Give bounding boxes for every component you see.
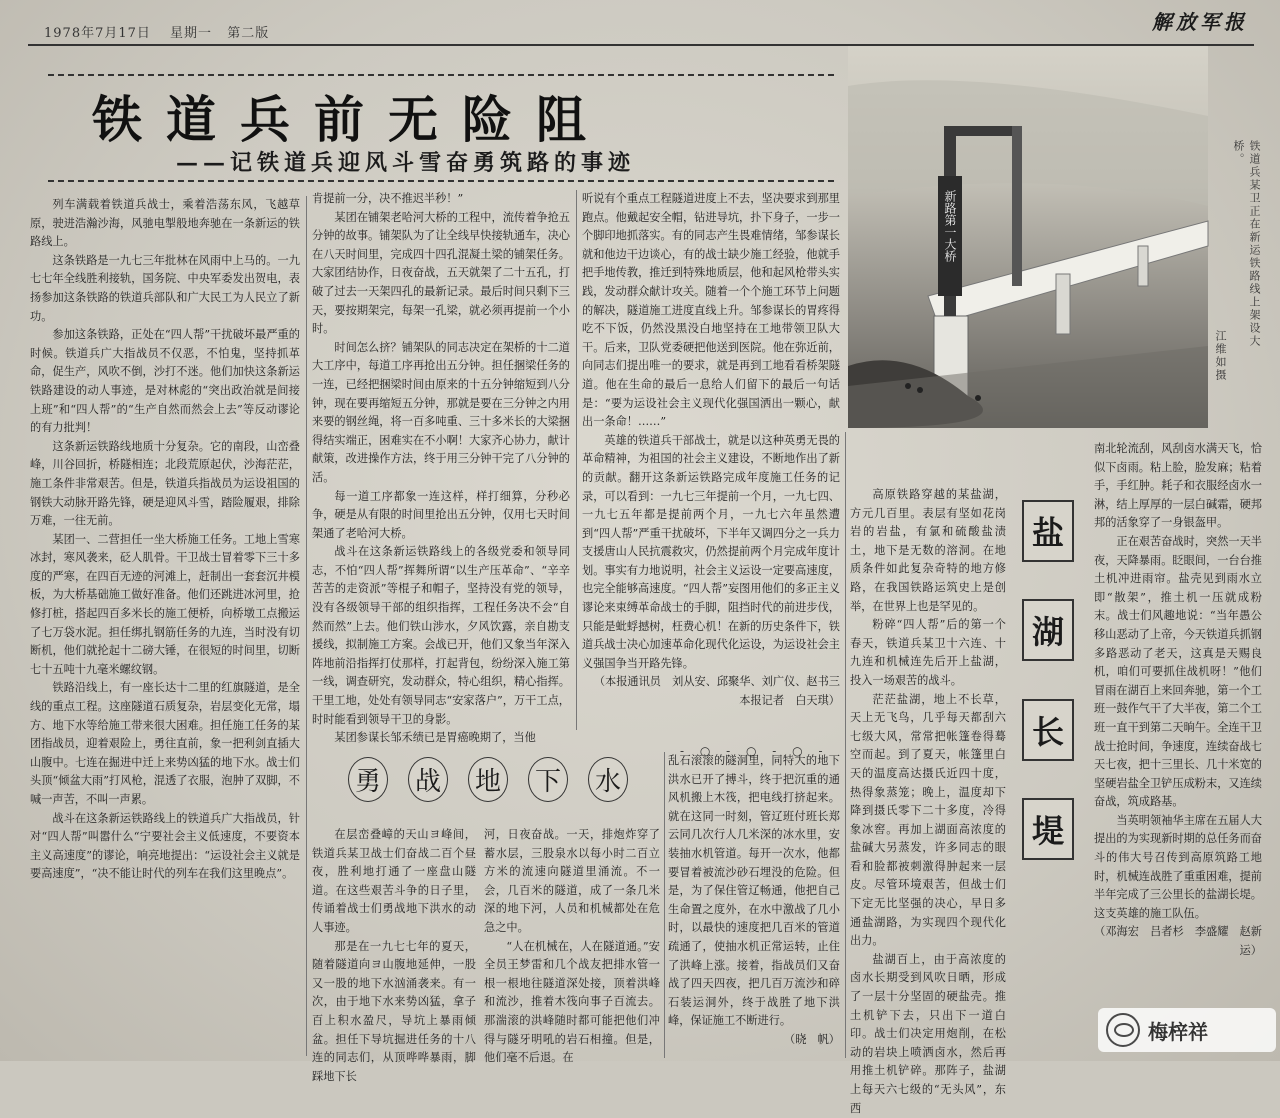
wechat-icon bbox=[1106, 1013, 1140, 1047]
title-char: 堤 bbox=[1022, 798, 1074, 860]
salt-article-title bbox=[1018, 500, 1078, 860]
salt-column-1 bbox=[850, 486, 1006, 1115]
paragraph: 肯提前一分，决不推迟半秒！” bbox=[312, 192, 464, 205]
paragraph: 河，日夜奋战。一天，排炮炸穿了蓄水层，三股泉水以每小时二百立方米的流速向隧道里涌流。不一会，几百米的隧道，成了一条几米深的地下河，人员和机械都处在危急之中。 bbox=[484, 828, 660, 934]
title-char: 湖 bbox=[1022, 599, 1074, 661]
paragraph: 这条新运铁路线地质十分复杂。它的南段，山峦叠峰，川谷回折，桥隧相连；北段荒原起伏，沙海茫茫，施工条件非常艰苦。但是，铁道兵指战员为运设祖国的钢铁大动脉开路先锋，硬是迎风斗雪，踏险履艰，排除万难，一往无前。 bbox=[30, 439, 300, 528]
paragraph: 某团参谋长邹禾绩已是胃癌晚期了，当他 bbox=[334, 731, 536, 745]
column-divider bbox=[306, 196, 307, 1056]
paragraph: 参加这条铁路，正处在“四人帮”干扰破坏最严重的时候。铁道兵广大指战员不仅恶，不怕鬼，坚持抓革命，促生产，风吹不倒，沙打不迷。他们加快这条新运铁路建设的动人事迹，是对林彪的“突出政治就是间接上班”和“四人帮”的“生产自然而然会上去”等反动谬论的有力批判！ bbox=[30, 328, 300, 435]
paragraph: 粉碎“四人帮”后的第一个春天，铁道兵某卫十六连、十九连和机械连先后开上盐湖，投入一场艰苦的战斗。 bbox=[850, 618, 1006, 687]
paragraph: 铁路沿线上，有一座长达十二里的红旗隧道，是全线的重点工程。这座隧道石质复杂，岩层变化无常，塌方、地下水等给施工带来很大困难。担任施工任务的某团指战员，迎着艰险上，勇往直前，象一把利剑直插大山腹中。七连在掘进中迁上来势凶猛的地下水。战士们头顶“倾盆大雨”打风枪，混透了衣服，泡肿了双脚，不喊一声苦，不叫一声累。 bbox=[30, 681, 300, 806]
watermark-text: 梅梓祥 bbox=[1148, 1019, 1208, 1044]
paragraph: 乱石滚滚的隧洞里，同特大的地下洪水已开了搏斗，终于把沉重的通风机搬上木筏，把电线打挤起来。就在这同一时刻，管辽班付班长郑云同几次行人几米深的冰水里，安装抽水机管道。每开一次水，他都要冒着被流沙砂石埋没的危险。但是，为了保住管辽畅通，他把自己生命置之度外，在水中激战了几小时，以最快的速度把几百米的管道疏通了，使抽水机正常运转，止住了洪峰上涨。接着，指战员们又奋战了四天四夜，把几百万流沙和碎石装运洞外，终于战胜了地下洪峰，保证施工不断进行。 bbox=[668, 754, 840, 1028]
title-char: 盐 bbox=[1022, 500, 1074, 562]
title-char: 长 bbox=[1022, 699, 1074, 761]
paragraph: 战斗在这条新运铁路线上的铁道兵广大指战员，针对“四人帮”叫嚣什么“宁要社会主义低速度，不要资本主义高速度”的谬论，响亮地提出：“运设社会主义就是要高速度”，“决不能让时代的列车在我们这里晚点”。 bbox=[30, 811, 300, 881]
page-header bbox=[44, 22, 269, 41]
title-char: 水 bbox=[588, 757, 628, 802]
salt-column-2 bbox=[1094, 440, 1262, 1052]
paragraph: 南北轮流刮，风刮卤水满天飞，恰似下卤雨。粘上脸，脸发麻；粘着手，手红肿。耗子和衣服经卤水一淋，结上厚厚的一层白碱霜，硬邦邦的活象穿了一身银盔甲。 bbox=[1094, 442, 1262, 530]
photo-caption: 铁道兵某卫正在新运铁路线上架设大桥。 bbox=[1232, 140, 1261, 348]
bridge-photo bbox=[848, 46, 1208, 428]
paragraph: 当英明领袖华主席在五届人大提出的为实现新时期的总任务而奋斗的伟大号召传到高原筑路工地时，机械连战胜了重重困难，提前半年完成了三公里长的盐湖长堤。这支英雄的施工队伍。 bbox=[1094, 813, 1262, 920]
paragraph: 那是在一九七七年的夏天，随着隧道向ヨ山腹地延伸，一股又一股的地下水汹涌袭来。有一次，由于地下水来势凶猛，拿子百上积水盈尺，导坑上暴雨倾盆。担任下导坑掘进任务的十八连的同志们，从顶哗哗暴雨，脚踩地下长 bbox=[312, 939, 476, 1083]
paragraph: 听说有个重点工程隧道进度上不去，坚决要求到那里跑点。他戴起安全帽，钻进导坑，扑下身子，一步一个脚印地抓落实。有的同志产生畏难情绪，邹参谋长就和他边干边谈心，有的战士缺少施工经验，他就手把手地传教，推迁到特殊地质层，他和起风枪带头实践，发动群众献计攻关。随着一个个施工环节上问题的解决，隧道施工进度直线上升。邹参谋长的胃疼得吃不下饭，仍然没黑没白地坚持在工地带领卫队大干。后来，卫队党委硬把他送到医院。他在弥近前，向同志们提出唯一的要求，就是再到工地看看桥架隧道。他在生命的最后一息给人们留下的最后一句话是：“要为运设社会主义现代化强国洒出一颗心，献出一条命！……” bbox=[582, 192, 840, 429]
paragraph: 正在艰苦奋战时，突然一天半夜，天降暴雨。眨眼间，一台台推土机冲进雨帘。盐壳见到雨水立即“散架”，推土机一压就成粉末。战士们风趣地说：“当年愚公移山恶动了上帝，今天铁道兵抓钢多路恶动了老天，这真是天赐良机，咱们可要抓住战机呀！”他们冒雨在湖百上来回奔驰，第一个工班一鼓作气干了大半夜，第二个工班一直干到第二天晌午。全连干卫战士抢时间，争速度，连续奋战七天七夜，把十三里长、几十米宽的坚硬岩盐全卫铲压成粉末，又连续奋战，筑成路基。 bbox=[1094, 534, 1262, 809]
bridge-illustration bbox=[848, 46, 1208, 428]
masthead: 解放军报 bbox=[1152, 10, 1248, 34]
main-column-3 bbox=[582, 190, 852, 742]
column-divider bbox=[576, 190, 577, 730]
paragraph: 某团一、二营担任一坐大桥施工任务。工地上雪寒冰封，寒风袭来，砭人肌骨。干卫战士冒着零下三十多度的严寒，在四百无迹的河滩上，赶制出一套套沉井模板，为大桥基础施工做好准备。他们还跳进冰河里，抢修打桩，搭起四百多米长的施工便桥，向桥墩工点搬运了七万袋水泥。担任绑扎钢筋任务的九连，当时没有切断机，他们就抡起十二磅大锤，在很短的时间里，切断七十五吨十九毫米螺纹钢。 bbox=[30, 532, 300, 676]
photo-credit: 江维如摄 bbox=[1214, 330, 1227, 382]
paragraph: 这条铁路是一九七三年批林在风雨中上马的。一九七七年全线胜利接轨，国务院、中央军委发出贺电，表扬参加这条铁路的铁道兵部队和广大民工为人民立了新功。 bbox=[30, 253, 300, 323]
byline: （邓海宏 吕者杉 李盛耀 赵新运） bbox=[1094, 925, 1262, 958]
title-char: 地 bbox=[468, 757, 508, 802]
byline: （本报通讯员 刘从安、邱聚华、刘广仪、赵书三 本报记者 白天琪） bbox=[593, 675, 852, 708]
main-column-1 bbox=[30, 196, 300, 1056]
header-weekday: 星期一 bbox=[170, 26, 213, 41]
water-column-2 bbox=[484, 826, 660, 1065]
paragraph: 在层峦叠嶂的天山ヨ峰间，铁道兵某卫战士们奋战二百个昼夜，胜利地打通了一座盘山隧道。在这些艰苦斗争的日子里，传诵着战士们勇战地下洪水的动人事迹。 bbox=[312, 828, 476, 934]
paragraph: 每一道工序都象一连这样，样打细算，分秒必争，硬是从有限的时间里抢出五分钟，仅用七天时间架通了老哈河大桥。 bbox=[312, 489, 570, 540]
paragraph: 英雄的铁道兵干部战士，就是以这种英勇无畏的革命精神，为祖国的社会主义建设，不断地作出了新的贡献。翻开这条新运铁路完成年度施工任务的记录，可以看到：一九七三年提前一个月，一九七四、一九七五年都是提前两个月，一九七六年虽然遭到“四人帮”严重干扰破坏，下半年又调四分之一兵力支援唐山人民抗震救灾，仍然提前两个月完成年度计划。事实有力地说明，社会主义运设一定要高速度，也完全能够高速度。“四人帮”妄图用他们的多正主义谬论来束缚革命战士的手脚，阻挡时代的前进步伐，只能是蚍蜉撼树，枉费心机！在新的历史条件下，铁道兵战士决心加速革命化现代化运设，为运设社会主义强国争当开路先锋。 bbox=[582, 433, 840, 670]
column-divider bbox=[664, 752, 665, 1058]
paragraph: 盐湖百上，由于高浓度的卤水长期受到风吹日晒，形成了一层十分坚固的硬盐壳。推土机铲下去，只出下一道白印。战士们决定用炮削，在松动的岩块上喷洒卤水，然后再用推土机铲碎。那阵子，盐湖上每天六七级的“无头风”，东西 bbox=[850, 952, 1006, 1115]
paragraph: 战斗在这条新运铁路线上的各级党委和领导同志，不怕“四人帮”挥舞所谓“以生产压革命”、“辛辛苦苦的走资派”等棍子和帽子，坚持没有党的领导，没有各级领导干部的组织指挥，工程任务决不会“自然而然”上去。他们铁山涉水，夕风饮露，亲自勘支援线，拟制施工方案。会战已开，他们又象当年深入阵地前沿指挥打仗那样，打起背包，纷纷深入施工第一线，调查研究，发动群众，特心组织，精心指挥。干里工地，处处有领导同志“安家落户”，万干工点，时时能看到领导干卫的身影。 bbox=[312, 545, 570, 726]
main-title: 铁道兵前无险阻 bbox=[92, 90, 610, 149]
paragraph: 某团在铺架老哈河大桥的工程中，流传着争抢五分钟的故事。铺架队为了让全线早快接轨通车，决心在八天时间里，完成四十四孔混凝土梁的铺架任务。大家团结协作，日夜奋战，五天就架了二十五孔，打破了过去一天架四孔的最新记录。最后时间只剩下三天，要按期架完，每架一孔梁，就必须再提前一个小时。 bbox=[312, 210, 570, 336]
water-column-1 bbox=[312, 826, 476, 1083]
paragraph: “人在机械在，人在隧道通。”安全员王梦雷和几个战友把排水管一根一根地往隧道深处接，顶着洪峰和流沙，推着木筏向事子百流去。那湍滚的洪峰随时都可能把他们冲得与隧牙明吼的岩石相撞。但是，他们毫不后退。在 bbox=[484, 939, 660, 1065]
sign-text: 新路第一大桥 bbox=[943, 190, 957, 262]
main-column-2 bbox=[312, 190, 570, 745]
header-date: 1978年7月17日 bbox=[44, 26, 151, 41]
water-column-3 bbox=[668, 752, 840, 1058]
header-page: 第二版 bbox=[227, 26, 270, 41]
separator-marks: - ○ - ○ - ○ - bbox=[680, 744, 829, 758]
title-char: 下 bbox=[528, 757, 568, 802]
paragraph: 茫茫盐湖，地上不长草，天上无飞鸟，几乎每天都刮六七级大风，常常把帐篷卷得蓦空而起。到了夏天，帐篷里白天的温度高达摄氏近四十度，热得象蒸笼；晚上，温度却下降到摄氏零下二十多度，冷得象冰窖。再加上湖面高浓度的盐碱大另蒸发，许多同志的眼看和脸都被刺激得肿起来一层皮。尽管环境艰苦，但战士们下定无比坚强的决心，早日多通盐湖路，为实现四个现代化出力。 bbox=[850, 692, 1006, 948]
column-divider bbox=[845, 432, 846, 1058]
main-subtitle: ——记铁道兵迎风斗雪奋勇筑路的事迹 bbox=[176, 150, 636, 176]
title-box bbox=[48, 74, 834, 182]
paragraph: 时间怎么挤？铺架队的同志决定在架桥的十二道大工序中，每道工序再抢出五分钟。担任捆梁任务的一连，已经把捆梁时间由原来的十五分钟缩短到八分钟，现在要再缩短五分钟，那就是要在三分钟之内用来要的钢丝绳，将一百多吨重、三十多米长的大梁捆得结实端正，困难实在不小啊！大家齐心协力，献计献策，改进操作方法，终于用三分钟干完了八分钟的活。 bbox=[312, 340, 570, 484]
title-char: 战 bbox=[408, 757, 448, 802]
paragraph: 高原铁路穿越的某盐湖，方元几百里。表层有坚如花岗岩的岩盐，有氯和硫酸盐渍土，地下是无数的溶洞。在地质条件如此复杂奇特的地方修路，在我国铁路运筑史上是创举，在世界上也是罕见的。 bbox=[850, 488, 1006, 613]
watermark-logo bbox=[1098, 1008, 1276, 1052]
title-char: 勇 bbox=[348, 757, 388, 802]
byline: （晓 帆） bbox=[784, 1032, 840, 1046]
paragraph: 列车满载着铁道兵战士，乘着浩荡东风，飞越草原，驶进浩瀚沙海，风驰电掣般地奔驰在一条新运的铁路线上。 bbox=[30, 198, 300, 249]
water-article-title bbox=[338, 747, 638, 811]
